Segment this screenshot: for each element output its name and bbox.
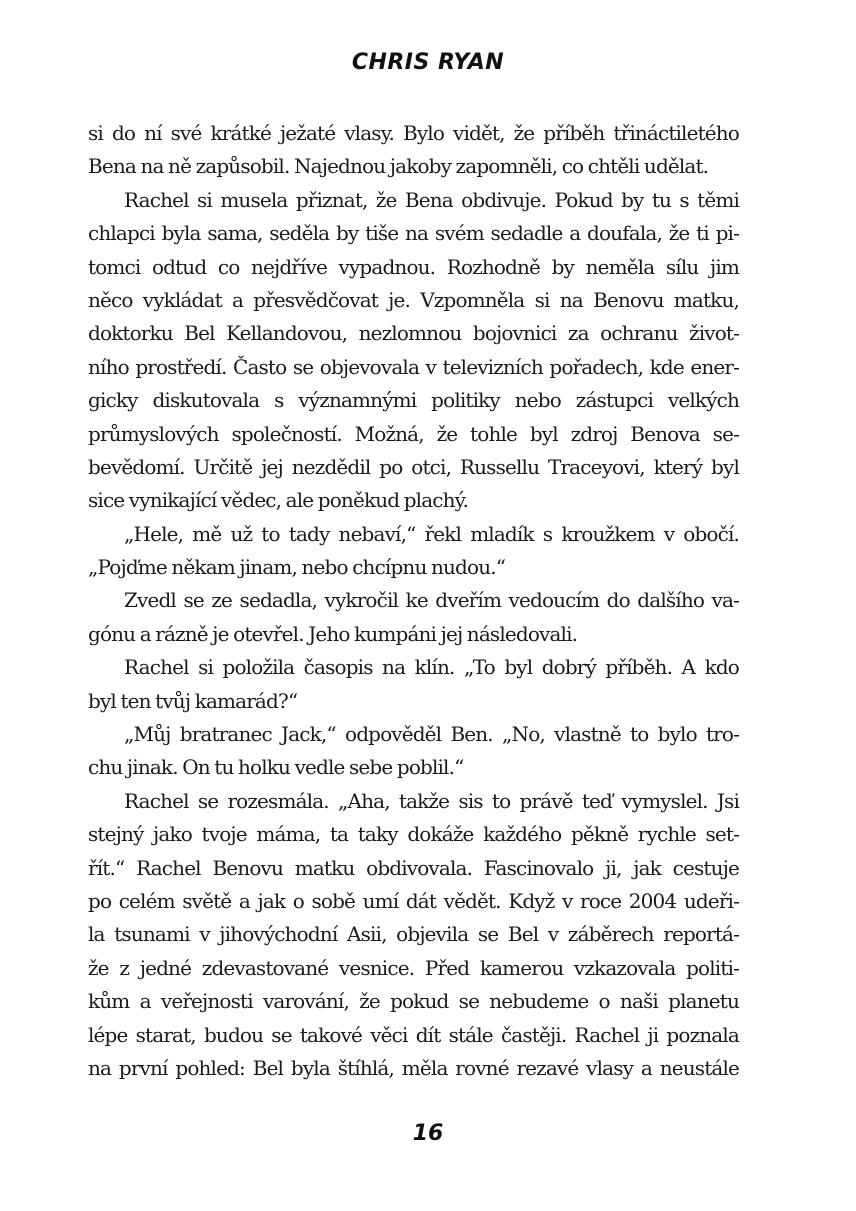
page-number: 16	[412, 1121, 444, 1146]
text-line: že z jedné zdevastované vesnice. Před kamerou vzkazovala politi-	[88, 955, 739, 980]
text-line: chu jinak. On tu holku vedle sebe poblil.“	[88, 755, 464, 780]
text-line: tomci odtud co nejdříve vypadnou. Rozhodně by neměla sílu jim	[88, 254, 739, 279]
text-line: gónu a rázně je otevřel. Jeho kumpáni jej následovali.	[88, 621, 578, 646]
text-line: něco vykládat a přesvědčovat je. Vzpomněla si na Benovu matku,	[88, 287, 739, 312]
text-line: „Hele, mě už to tady nebaví,“ řekl mladík s kroužkem v obočí.	[124, 521, 739, 546]
running-head: CHRIS RYAN	[351, 50, 505, 75]
text-line: chlapci byla sama, seděla by tiše na svém sedadle a doufala, že ti pi-	[88, 221, 739, 246]
text-line: Rachel si musela přiznat, že Bena obdivuje. Pokud by tu s těmi	[124, 187, 739, 212]
text-line: lépe starat, budou se takové věci dít stále častěji. Rachel ji poznala	[88, 1022, 739, 1047]
text-line: řít.“ Rachel Benovu matku obdivovala. Fascinovalo ji, jak cestuje	[88, 855, 739, 880]
body-text	[88, 117, 739, 1085]
text-line: byl ten tvůj kamarád?“	[88, 688, 298, 713]
text-line: průmyslových společností. Možná, že tohle byl zdroj Benova se-	[88, 421, 739, 446]
text-line: po celém světě a jak o sobě umí dát vědět. Když v roce 2004 udeři-	[88, 888, 739, 913]
text-line: Zvedl se ze sedadla, vykročil ke dveřím vedoucím do dalšího va-	[124, 588, 739, 613]
text-line: stejný jako tvoje máma, ta taky dokáže každého pěkně rychle set-	[88, 822, 739, 847]
text-line: gicky diskutovala s významnými politiky nebo zástupci velkých	[88, 388, 739, 413]
text-line: si do ní své krátké ježaté vlasy. Bylo vidět, že příběh třináctiletého	[88, 121, 739, 145]
text-line: „Můj bratranec Jack,“ odpověděl Ben. „No, vlastně to bylo tro-	[124, 722, 739, 747]
text-line: bevědomí. Určitě jej nezdědil po otci, Russellu Traceyovi, který byl	[88, 454, 739, 479]
text-line: la tsunami v jihovýchodní Asii, objevila se Bel v záběrech reportá-	[88, 922, 739, 947]
text-line: sice vynikající vědec, ale poněkud plachý.	[88, 488, 468, 513]
text-line: Rachel se rozesmála. „Aha, takže sis to právě teď vymyslel. Jsi	[124, 788, 739, 813]
text-line: ního prostředí. Často se objevovala v televizních pořadech, kde ener-	[88, 354, 739, 379]
text-line: na první pohled: Bel byla štíhlá, měla rovné rezavé vlasy a neustále	[88, 1055, 739, 1080]
text-line: Rachel si položila časopis na klín. „To byl dobrý příběh. A kdo	[124, 655, 739, 680]
text-line: Bena na ně zapůsobil. Najednou jakoby zapomněli, co chtěli udělat.	[88, 154, 709, 179]
text-line: „Pojďme někam jinam, nebo chcípnu nudou.“	[88, 555, 506, 580]
text-line: kům a veřejnosti varování, že pokud se nebudeme o naši planetu	[88, 989, 739, 1014]
text-line: doktorku Bel Kellandovou, nezlomnou bojovnici za ochranu život-	[88, 321, 739, 346]
